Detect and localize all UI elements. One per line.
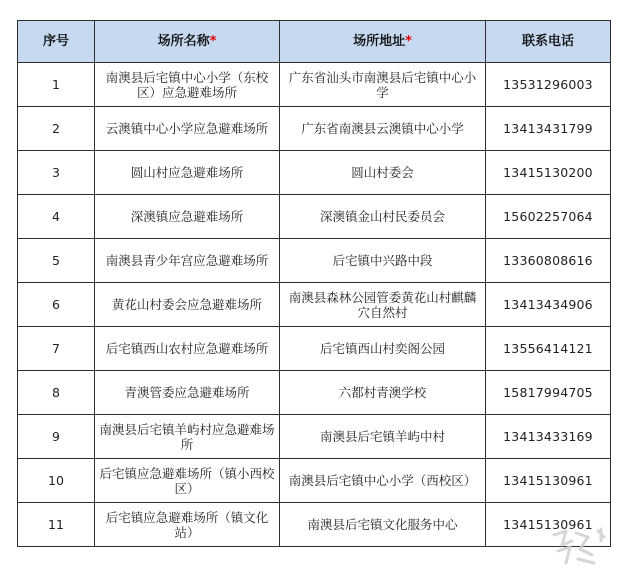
cell-address: 南澳县后宅镇文化服务中心	[280, 503, 486, 547]
cell-name: 后宅镇应急避难场所（镇文化站）	[95, 503, 280, 547]
cell-seq: 9	[18, 415, 95, 459]
cell-name: 后宅镇应急避难场所（镇小西校区）	[95, 459, 280, 503]
cell-address: 南澳县后宅镇中心小学（西校区）	[280, 459, 486, 503]
cell-phone: 13556414121	[486, 327, 611, 371]
cell-phone: 13413433169	[486, 415, 611, 459]
cell-address: 后宅镇中兴路中段	[280, 239, 486, 283]
cell-phone: 13415130961	[486, 503, 611, 547]
cell-name: 青澳管委应急避难场所	[95, 371, 280, 415]
header-phone: 联系电话	[486, 21, 611, 63]
table-row	[18, 503, 611, 547]
table-header-row	[18, 21, 611, 63]
cell-address: 圆山村委会	[280, 151, 486, 195]
table-row	[18, 459, 611, 503]
cell-name: 后宅镇西山农村应急避难场所	[95, 327, 280, 371]
table-body	[18, 63, 611, 547]
cell-seq: 8	[18, 371, 95, 415]
cell-address: 南澳县后宅镇羊屿中村	[280, 415, 486, 459]
cell-phone: 13413434906	[486, 283, 611, 327]
header-address: 场所地址*	[280, 21, 486, 63]
cell-name: 云澳镇中心小学应急避难场所	[95, 107, 280, 151]
cell-name: 南澳县后宅镇羊屿村应急避难场所	[95, 415, 280, 459]
table-row	[18, 327, 611, 371]
cell-phone: 13360808616	[486, 239, 611, 283]
cell-name: 深澳镇应急避难场所	[95, 195, 280, 239]
cell-address: 广东省汕头市南澳县后宅镇中心小学	[280, 63, 486, 107]
cell-name: 南澳县后宅镇中心小学（东校区）应急避难场所	[95, 63, 280, 107]
cell-address: 后宅镇西山村奕阁公园	[280, 327, 486, 371]
cell-seq: 3	[18, 151, 95, 195]
header-seq: 序号	[18, 21, 95, 63]
cell-address: 深澳镇金山村民委员会	[280, 195, 486, 239]
cell-address: 广东省南澳县云澳镇中心小学	[280, 107, 486, 151]
table-row	[18, 151, 611, 195]
cell-seq: 4	[18, 195, 95, 239]
cell-phone: 13413431799	[486, 107, 611, 151]
table-row	[18, 63, 611, 107]
required-marker: *	[405, 34, 412, 49]
cell-name: 圆山村应急避难场所	[95, 151, 280, 195]
table-row	[18, 239, 611, 283]
cell-name: 南澳县青少年宫应急避难场所	[95, 239, 280, 283]
cell-phone: 15602257064	[486, 195, 611, 239]
cell-seq: 7	[18, 327, 95, 371]
cell-address: 南澳县森林公园管委黄花山村麒麟穴自然村	[280, 283, 486, 327]
cell-seq: 2	[18, 107, 95, 151]
table-row	[18, 107, 611, 151]
shelter-table-container	[17, 20, 611, 547]
cell-phone: 13531296003	[486, 63, 611, 107]
cell-seq: 10	[18, 459, 95, 503]
header-name: 场所名称*	[95, 21, 280, 63]
table-row	[18, 195, 611, 239]
cell-seq: 6	[18, 283, 95, 327]
table-row	[18, 415, 611, 459]
table-row	[18, 371, 611, 415]
cell-seq: 5	[18, 239, 95, 283]
emergency-shelter-table	[17, 20, 611, 547]
cell-phone: 13415130961	[486, 459, 611, 503]
cell-phone: 15817994705	[486, 371, 611, 415]
required-marker: *	[209, 34, 217, 49]
table-row	[18, 283, 611, 327]
cell-seq: 1	[18, 63, 95, 107]
cell-address: 六都村青澳学校	[280, 371, 486, 415]
cell-name: 黄花山村委会应急避难场所	[95, 283, 280, 327]
cell-seq: 11	[18, 503, 95, 547]
cell-phone: 13415130200	[486, 151, 611, 195]
